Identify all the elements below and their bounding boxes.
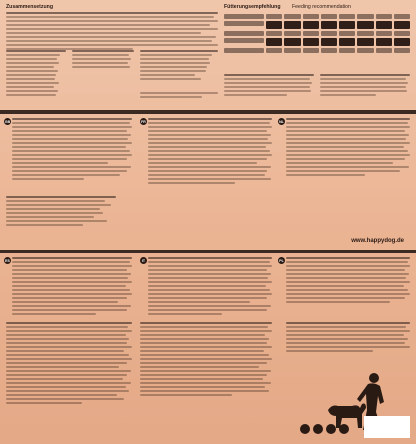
language-badge-icon: PL [279,258,284,263]
feeding-notes-de [224,74,314,96]
text-panel-fr [148,118,272,184]
language-badge-icon: NL [279,119,284,124]
cert-icon [339,424,349,434]
cert-icon [300,424,310,434]
text-panel-en [12,118,132,180]
composition-heading: Zusammensetzung [6,4,53,10]
text-panel-extra-3 [286,322,410,352]
certification-icons [300,424,349,434]
language-badge-icon: ES [5,258,10,263]
language-badge-icon: GB [4,119,11,124]
text-panel-it [148,257,272,315]
text-panel-pl [286,257,410,303]
composition-text [6,12,218,50]
section-divider [0,110,416,114]
barcode-area [364,416,410,438]
language-badge-icon: FR [141,119,146,124]
cert-icon [313,424,323,434]
feeding-table [224,14,410,53]
trace-elements [140,50,218,80]
analytical-constituents [6,50,66,96]
cert-icon [326,424,336,434]
text-panel-extra-1 [6,322,132,404]
feeding-heading: Fütterungsempfehlung [224,4,281,10]
website-url[interactable]: www.happydog.de [351,238,404,244]
text-panel-nl [286,118,410,176]
antioxidants-text [140,92,218,98]
feeding-notes-en [320,74,410,96]
manufacturer-address [6,196,116,226]
language-badge-icon: IT [141,258,146,263]
section-divider [0,250,416,253]
text-panel-es [12,257,132,315]
text-panel-extra-2 [140,322,272,396]
nutritional-additives [72,50,134,68]
feeding-heading-en: Feeding recommendation [292,4,351,10]
